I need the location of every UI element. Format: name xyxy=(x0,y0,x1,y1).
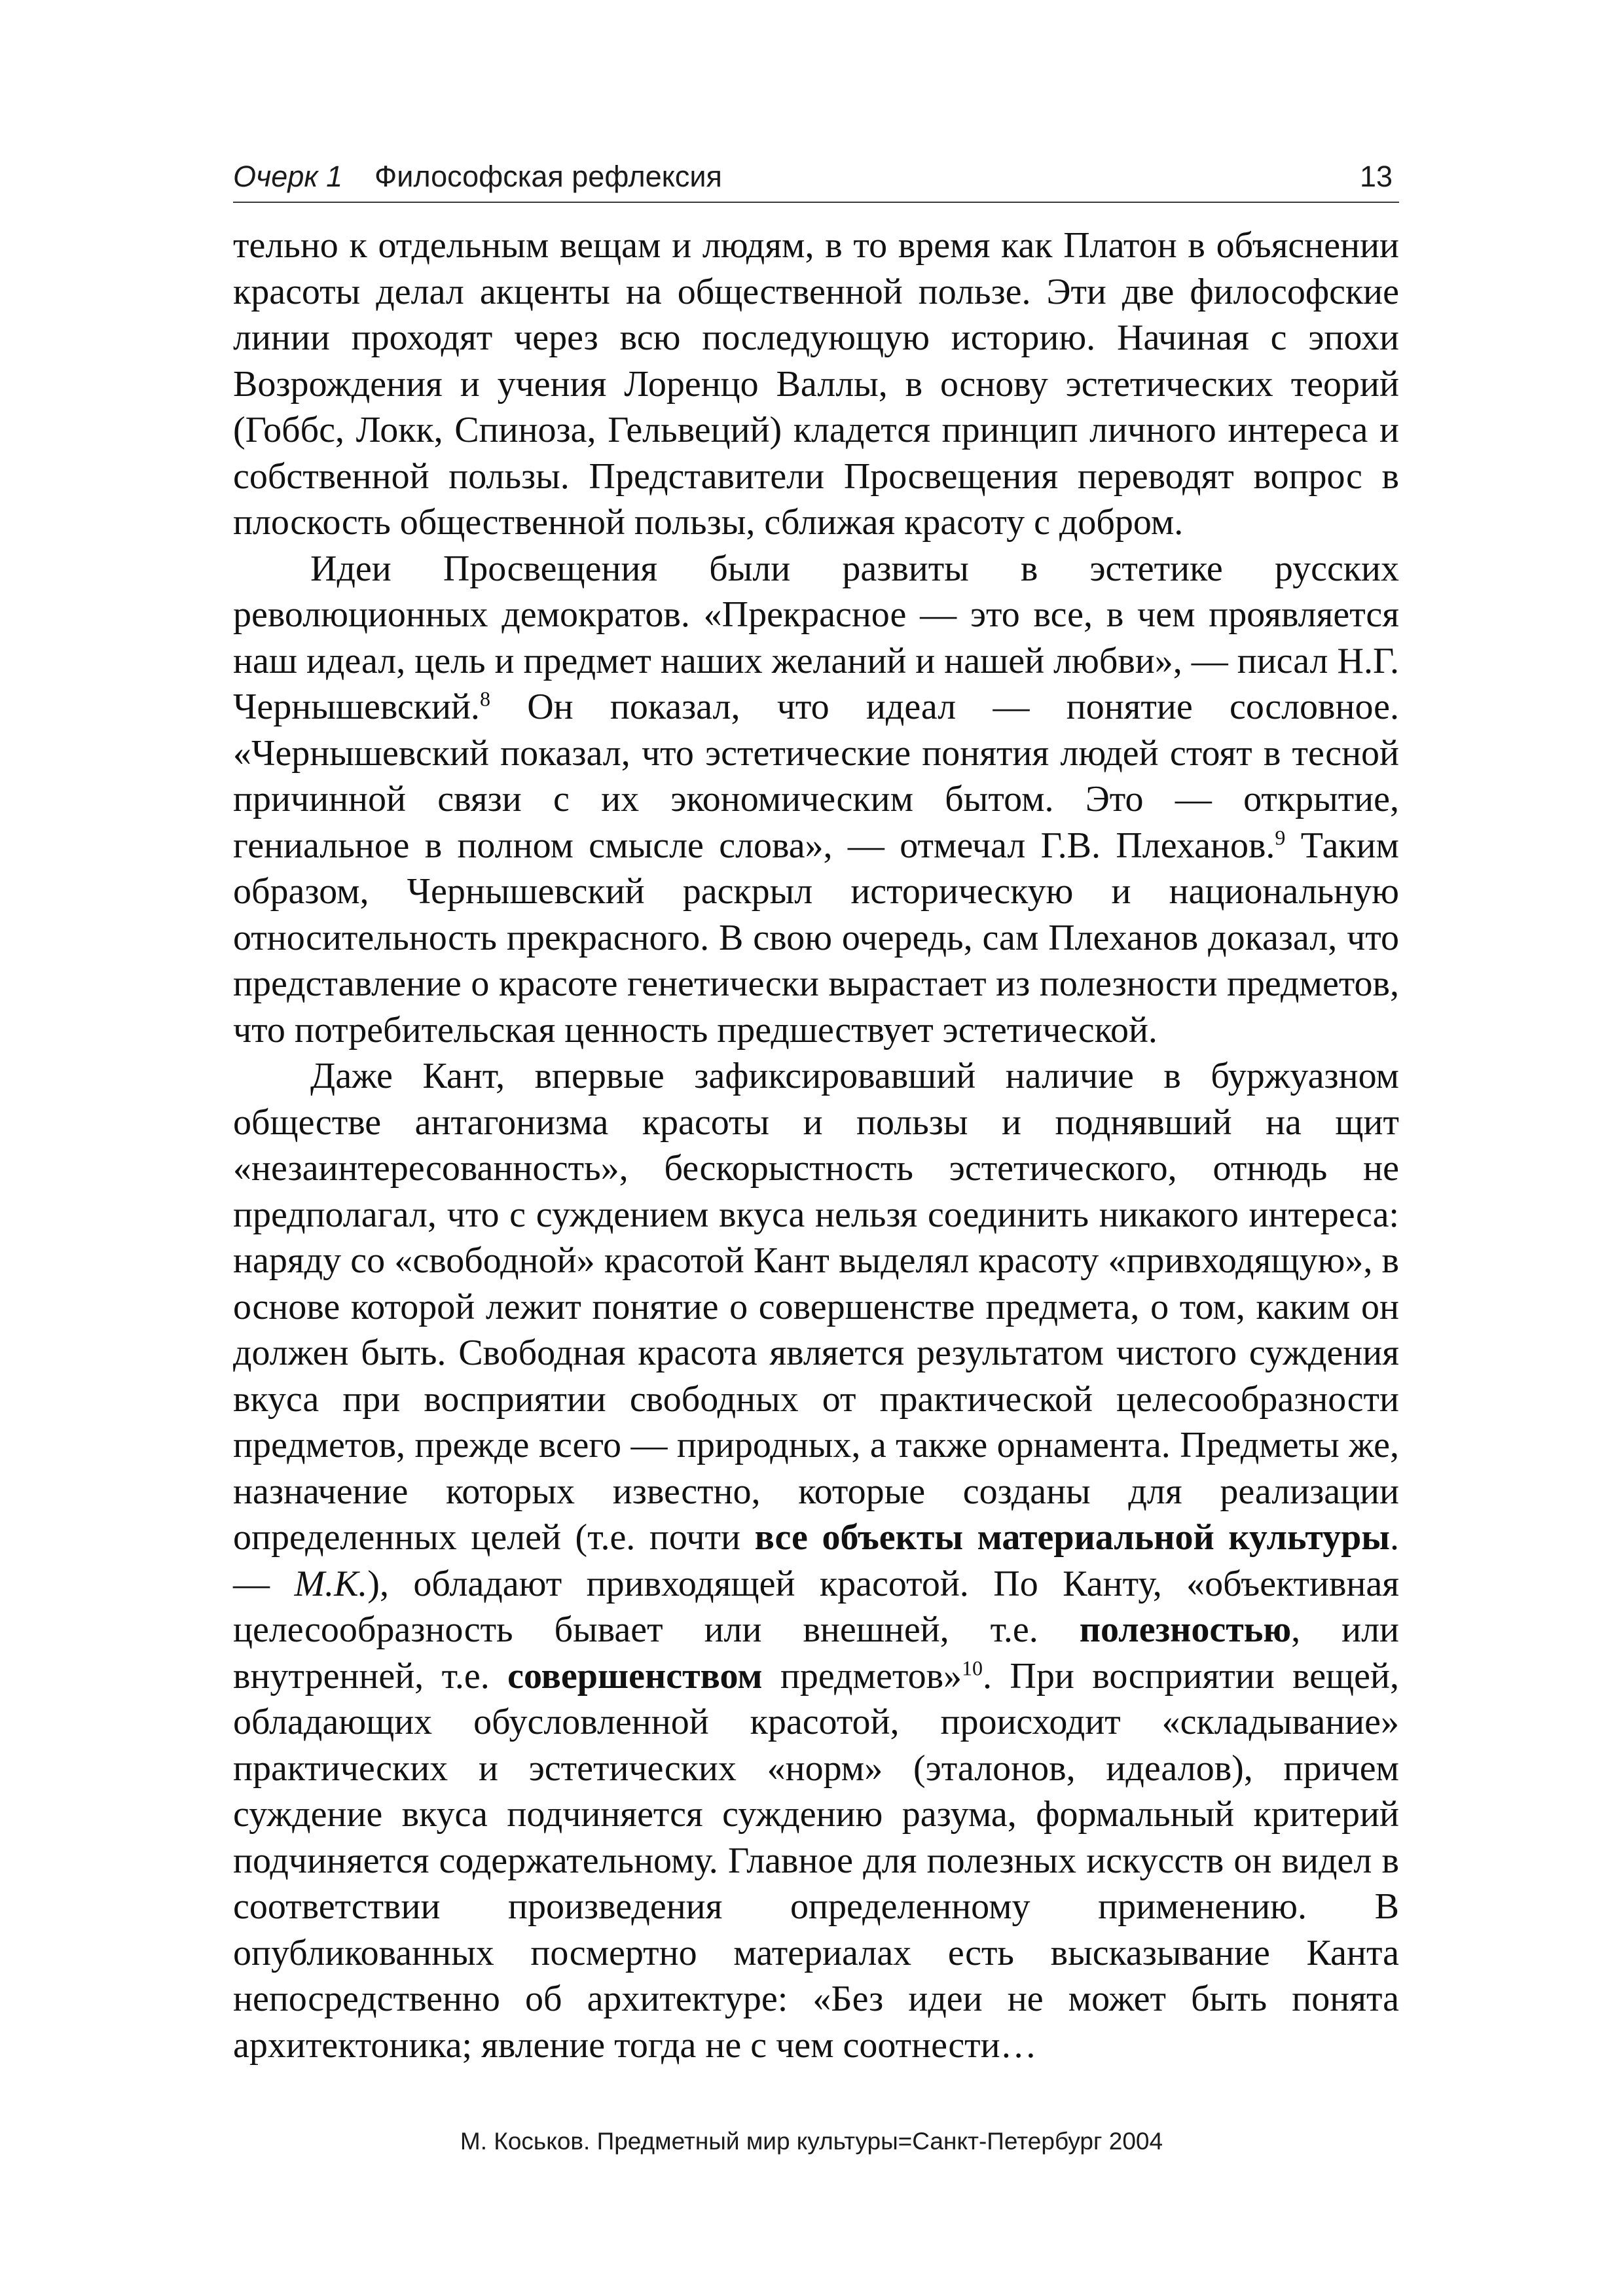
page-body xyxy=(233,223,1399,2068)
paragraph-3-text-f: . При восприятии вещей, обладающих обусловленной красотой, происходит «складывание» практических и эстетических «норм» (эталонов, идеалов), причем суждение вкуса подчиняется суждению разума, формальный критерий подчиняется содержательному. Главное для полезных искусств он видел в соответствии произведения определенному применению. В опубликованных посмертно материалах есть высказывание Канта непосредственно об архитектуре: «Без идеи не может быть понята архитектоника; явление тогда не с чем соотнести… xyxy=(233,1655,1399,2066)
paragraph-2-text-b: Он показал, что идеал — понятие сословное. «Чернышевский показал, что эстетические понятия людей стоят в тесной причинной связи с их экономическим бытом. Это — открытие, гениальное в полном смысле слова», — отмечал Г.В. Плеханов. xyxy=(233,687,1399,866)
footnote-ref-9: 9 xyxy=(1275,825,1286,849)
footnote-ref-8: 8 xyxy=(479,687,490,711)
paragraph-3-text-c: ), обладают привходящей красотой. По Канту, «объективная целесообразность бывает или внешней, т.е. xyxy=(233,1563,1400,1650)
chapter-label: Очерк 1 xyxy=(233,160,343,193)
paragraph-3-text-b: . — xyxy=(233,1517,1400,1604)
page-number: 13 xyxy=(1359,160,1393,193)
paragraph-3 xyxy=(233,1053,1399,2068)
paragraph-3-text-d: , или внутренней, т.е. xyxy=(233,1609,1399,1696)
paragraph-3-text-a: Даже Кант, впервые зафиксировавший наличие в буржуазном обществе антагонизма красоты и пользы и поднявший на щит «незаинтересованность», бескорыстность эстетического, отнюдь не предполагал, что с суждением вкуса нельзя соединить никакого интереса: наряду со «свободной» красотой Кант выделял красоту «привходящую», в основе которой лежит понятие о совершенстве предмета, о том, каким он должен быть. Свободная красота является результатом чистого суждения вкуса при восприятии свободных от практической целесообразности предметов, прежде всего — природных, а также орнамента. Предметы же, назначение которых известно, которые созданы для реализации определенных целей (т.е. почти xyxy=(233,1056,1399,1558)
paragraph-1-text: тельно к отдельным вещам и людям, в то время как Платон в объяснении красоты делал акценты на общественной пользе. Эти две философские линии проходят через всю последующую историю. Начиная с эпохи Возрождения и учения Лоренцо Валлы, в основу эстетических теорий (Гоббс, Локк, Спиноза, Гельвеций) кладется принцип личного интереса и собственной пользы. Представители Просвещения переводят вопрос в плоскость общественной пользы, сближая красоту с добром. xyxy=(233,225,1399,543)
paragraph-1 xyxy=(233,223,1399,546)
paragraph-2-text-c: Таким образом, Чернышевский раскрыл историческую и национальную относительность прекрасного. В свою очередь, сам Плеханов доказал, что представление о красоте генетически вырастает из полезности предметов, что потребительская ценность предшествует эстетической. xyxy=(233,825,1399,1050)
footnote-ref-10: 10 xyxy=(962,1655,983,1679)
emphasis-material-culture: все объекты материальной культуры xyxy=(754,1517,1391,1558)
emphasis-usefulness: полезностью xyxy=(1079,1609,1292,1650)
paragraph-2 xyxy=(233,546,1399,1054)
running-header xyxy=(233,158,1399,203)
paragraph-2-text-a: Идеи Просвещения были развиты в эстетике русских революционных демократов. «Прекрасное — это все, в чем проявляется наш идеал, цель и предмет наших желаний и нашей любви», — писал Н.Г. Чернышевский. xyxy=(233,548,1399,727)
paragraph-3-text-e: предметов» xyxy=(762,1655,962,1696)
emphasis-perfection: совершенством xyxy=(507,1655,763,1696)
author-initials: М.К. xyxy=(294,1563,368,1604)
page-footer: М. Коськов. Предметный мир культуры=Санкт-Петербург 2004 xyxy=(460,2128,1163,2155)
chapter-title: Философская рефлексия xyxy=(374,160,722,193)
